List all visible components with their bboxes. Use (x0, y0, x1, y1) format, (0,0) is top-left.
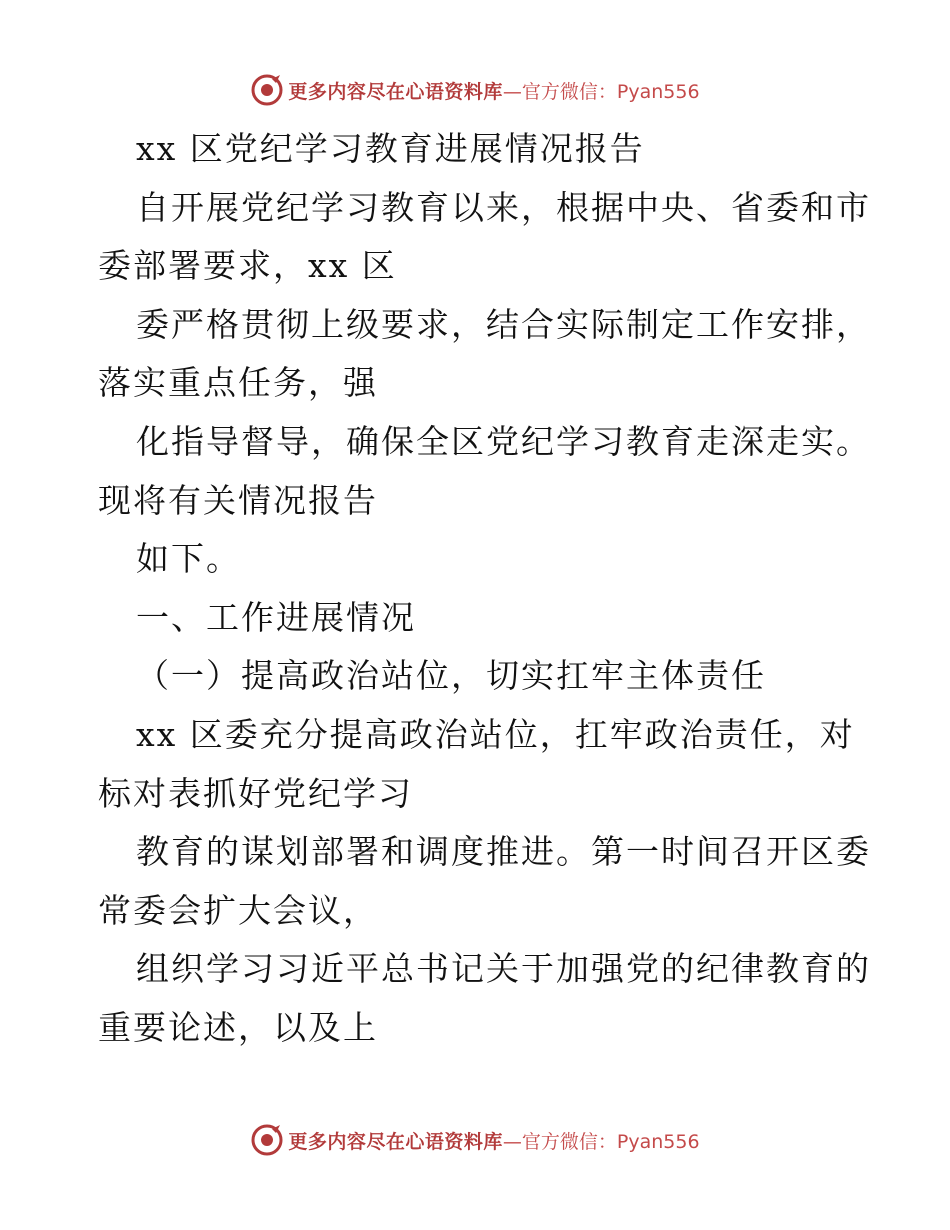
watermark-text: 更多内容尽在心语资料库 (288, 80, 503, 103)
brand-logo-icon (250, 73, 284, 107)
watermark-header (0, 70, 950, 110)
paragraph-line: 标对表抓好党纪学习 (98, 773, 413, 813)
paragraph-line: 化指导督导，确保全区党纪学习教育走深走实。 (136, 421, 871, 461)
paragraph-line: 委部署要求，xx 区 (98, 246, 397, 286)
paragraph-line: 组织学习习近平总书记关于加强党的纪律教育的 (136, 949, 871, 989)
paragraph-line: 重要论述，以及上 (98, 1007, 378, 1047)
section-heading: 一、工作进展情况 (136, 597, 416, 637)
paragraph-line: 教育的谋划部署和调度推进。第一时间召开区委 (136, 832, 871, 872)
paragraph-line: 落实重点任务，强 (98, 363, 378, 403)
paragraph-line: 常委会扩大会议， (98, 890, 378, 930)
brand-logo-icon (250, 1123, 284, 1157)
watermark-contact: —官方微信：Pyan556 (502, 1130, 700, 1153)
paragraph-line: 如下。 (136, 539, 241, 579)
document-body (98, 120, 871, 1058)
watermark-footer (0, 1120, 950, 1160)
paragraph-line: 现将有关情况报告 (98, 480, 378, 520)
paragraph-line: 自开展党纪学习教育以来，根据中央、省委和市 (136, 187, 871, 227)
paragraph-line: xx 区委充分提高政治站位，扛牢政治责任，对 (136, 714, 855, 754)
document-title: xx 区党纪学习教育进展情况报告 (136, 129, 645, 168)
watermark-contact: —官方微信：Pyan556 (502, 80, 700, 103)
subsection-heading: （一）提高政治站位，切实扛牢主体责任 (136, 656, 766, 696)
watermark-text: 更多内容尽在心语资料库 (288, 1130, 503, 1153)
paragraph-line: 委严格贯彻上级要求，结合实际制定工作安排， (136, 304, 871, 344)
